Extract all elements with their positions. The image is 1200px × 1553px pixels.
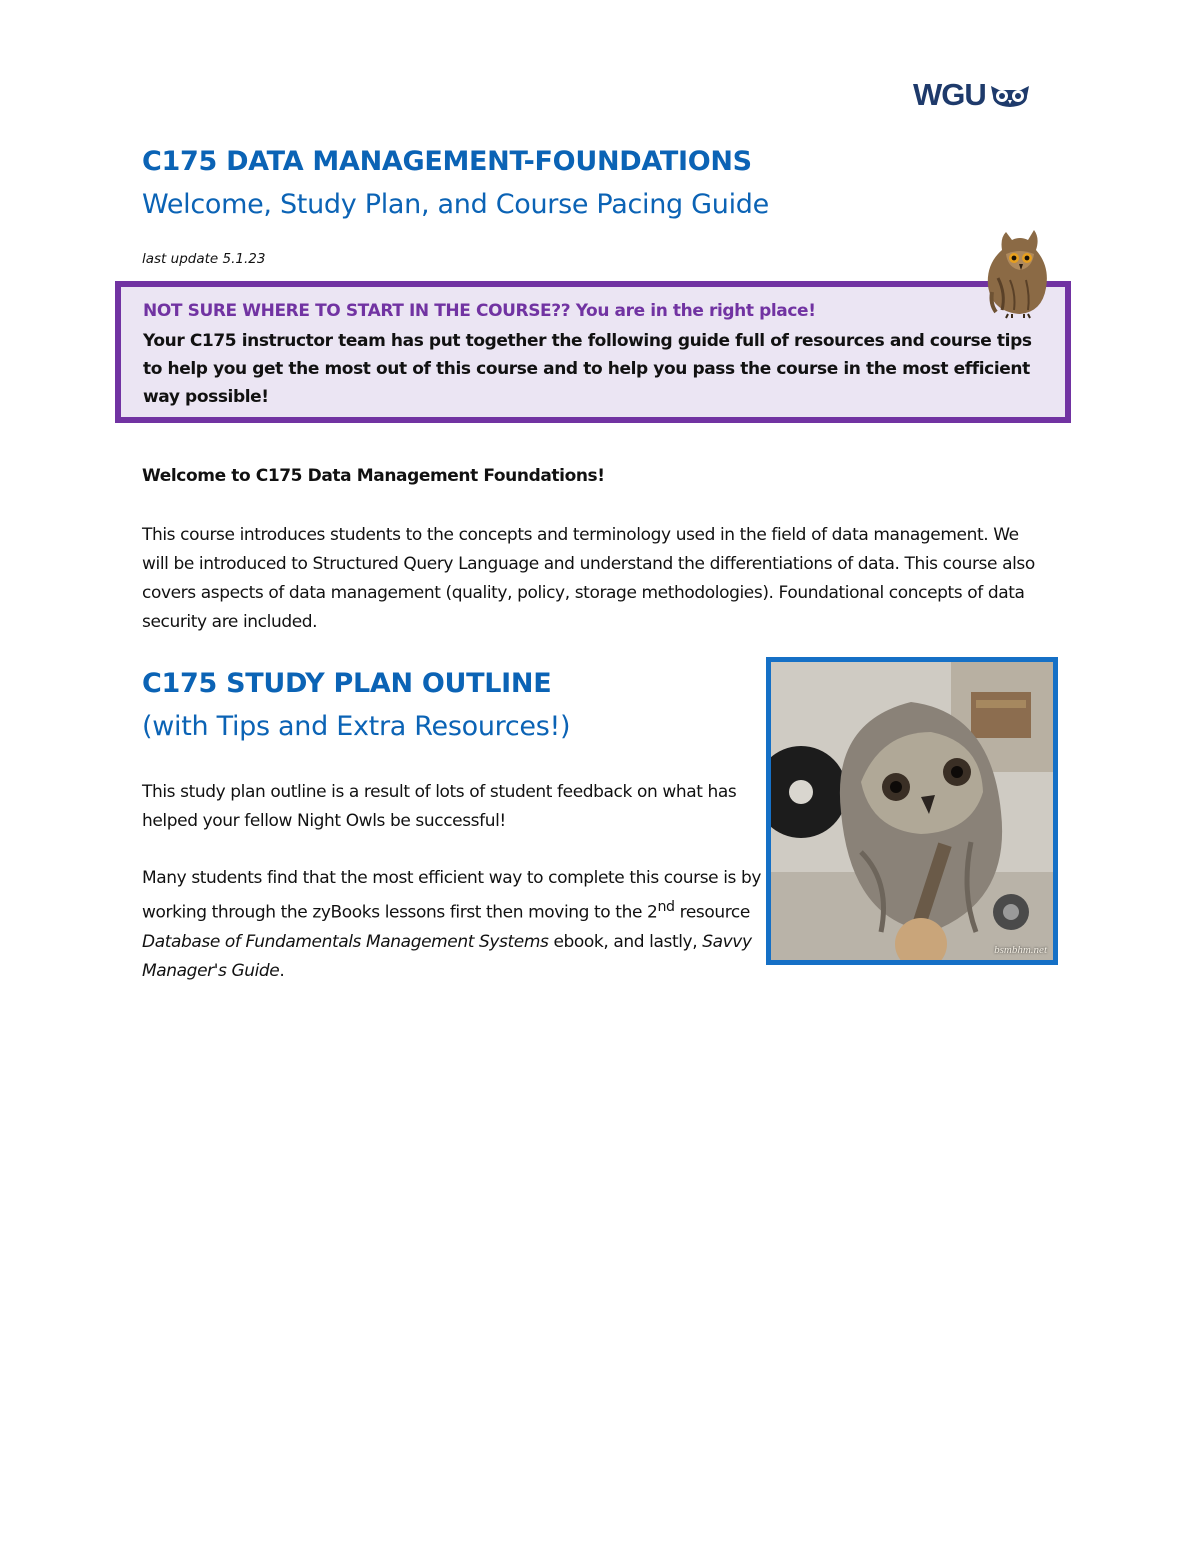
p2-text-a: Many students find that the most efficient way to complete this course is by working through the zyBooks lessons first then moving to the 2 <box>142 868 762 923</box>
owl-illustration <box>962 224 1062 320</box>
page-title: C175 DATA MANAGEMENT-FOUNDATIONS <box>142 146 752 177</box>
wgu-logo <box>913 77 1031 112</box>
welcome-heading: Welcome to C175 Data Management Foundations! <box>142 466 605 486</box>
p2-text-d: . <box>279 960 285 981</box>
study-plan-heading: C175 STUDY PLAN OUTLINE <box>142 668 552 699</box>
p2-text-c: ebook, and lastly, <box>548 931 703 952</box>
page-subtitle: Welcome, Study Plan, and Course Pacing Guide <box>142 189 769 220</box>
p2-book-title-2: Savvy Manager's Guide <box>142 931 752 981</box>
owl-logo-icon <box>989 82 1031 108</box>
logo-text: WGU <box>913 77 986 112</box>
photo-watermark: bsmbhm.net <box>994 944 1047 956</box>
last-update-note: last update 5.1.23 <box>142 251 266 267</box>
p2-superscript: nd <box>657 899 675 915</box>
course-intro-paragraph: This course introduces students to the concepts and terminology used in the field of data management. We will be introduced to Structured Query Language and understand the differentiations of data. This course also covers aspects of data management (quality, policy, storage methodologies). Foundational concepts of data security are included. <box>142 525 1035 632</box>
callout-heading: NOT SURE WHERE TO START IN THE COURSE?? You are in the right place! <box>143 301 816 321</box>
owl-photo <box>766 657 1058 965</box>
study-plan-subheading: (with Tips and Extra Resources!) <box>142 711 571 742</box>
study-plan-paragraph-2 <box>142 864 762 986</box>
study-plan-paragraph-1: This study plan outline is a result of lots of student feedback on what has helped your fellow Night Owls be successful! <box>142 782 737 831</box>
p2-text-b: resource <box>674 902 750 923</box>
callout-box <box>115 281 1071 423</box>
owl-photo-image <box>771 662 1053 960</box>
p2-book-title-1: Database of Fundamentals Management Systems <box>142 931 549 952</box>
callout-body: Your C175 instructor team has put together the following guide full of resources and course tips to help you get the most out of this course and to help you pass the course in the most efficient way possible! <box>143 331 1032 407</box>
